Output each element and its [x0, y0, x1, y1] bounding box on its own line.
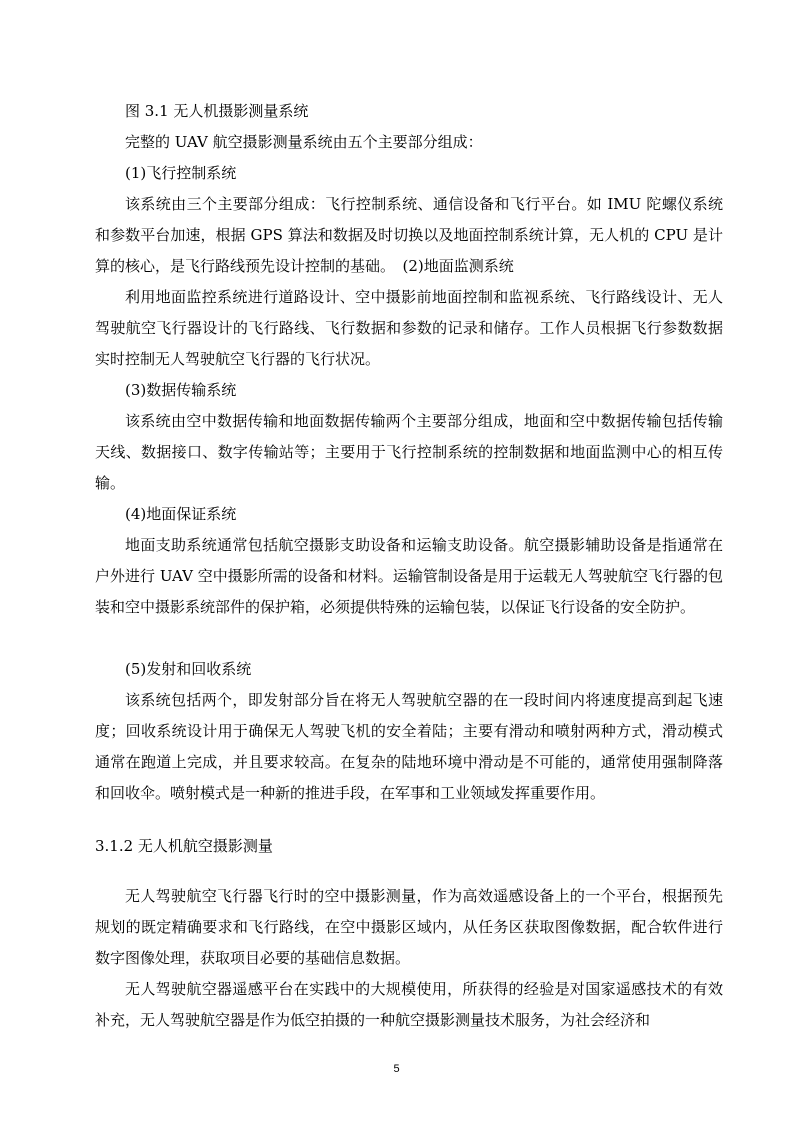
paragraph-launch-recovery: 该系统包括两个，即发射部分旨在将无人驾驶航空器的在一段时间内将速度提高到起飞速度；回收系统设计用于确保无人驾驶飞机的安全着陆；主要有滑动和喷射两种方式，滑动模式通常在跑道上完成，并且要求较高。在复杂的陆地环境中滑动是不可能的，通常使用强制降落和回收伞。喷射模式是一种新的推进手段，在军事和工业领域发挥重要作用。 — [95, 691, 723, 802]
subsection-heading-3: (3)数据传输系统 — [125, 381, 237, 399]
subsection-heading-5: (5)发射和回收系统 — [125, 660, 252, 678]
paragraph-ground-monitoring: 利用地面监控系统进行道路设计、空中摄影前地面控制和监视系统、飞行路线设计、无人驾驶航空飞行器设计的飞行路线、飞行数据和参数的记录和储存。工作人员根据飞行参数数据实时控制无人驾驶航空飞行器的飞行状况。 — [95, 288, 723, 368]
intro-sentence: 完整的 UAV 航空摄影测量系统由五个主要部分组成： — [125, 133, 483, 151]
paragraph-data-transmission: 该系统由空中数据传输和地面数据传输两个主要部分组成，地面和空中数据传输包括传输天线、数据接口、数字传输站等；主要用于飞行控制系统的控制数据和地面监测中心的相互传输。 — [95, 412, 723, 492]
subsection-heading-4: (4)地面保证系统 — [125, 505, 237, 523]
section-heading: 3.1.2 无人机航空摄影测量 — [95, 837, 273, 855]
figure-caption: 图 3.1 无人机摄影测量系统 — [125, 102, 309, 120]
paragraph-flight-control: 该系统由三个主要部分组成：飞行控制系统、通信设备和飞行平台。如 IMU 陀螺仪系统和参数平台加速，根据 GPS 算法和数据及时切换以及地面控制系统计算，无人机的 CPU 是计算的核心，是飞行路线预先设计控制的基础。 (2)地面监测系统 — [95, 195, 723, 275]
subsection-heading-1: (1)飞行控制系统 — [125, 164, 237, 182]
page-number: 5 — [393, 1063, 400, 1075]
paragraph-remote-sensing: 无人驾驶航空器遥感平台在实践中的大规模使用，所获得的经验是对国家遥感技术的有效补充，无人驾驶航空器是作为低空拍摄的一种航空摄影测量技术服务，为社会经济和 — [95, 980, 723, 1029]
paragraph-aerial-photogrammetry: 无人驾驶航空飞行器飞行时的空中摄影测量，作为高效遥感设备上的一个平台，根据预先规划的既定精确要求和飞行路线，在空中摄影区域内，从任务区获取图像数据，配合软件进行数字图像处理，获取项目必要的基础信息数据。 — [95, 887, 723, 967]
paragraph-ground-support: 地面支助系统通常包括航空摄影支助设备和运输支助设备。航空摄影辅助设备是指通常在户外进行 UAV 空中摄影所需的设备和材料。运输管制设备是用于运载无人驾驶航空飞行器的包装和空中摄影系统部件的保护箱，必须提供特殊的运输包装，以保证飞行设备的安全防护。 — [95, 536, 723, 616]
